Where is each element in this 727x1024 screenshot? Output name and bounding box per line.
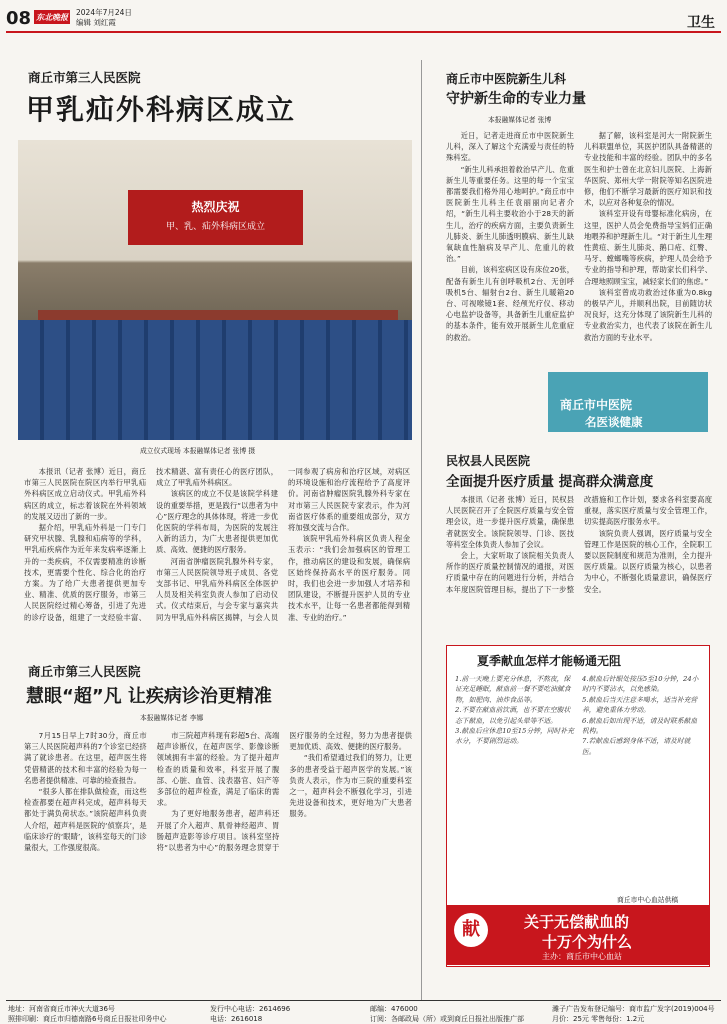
article1-kicker: 商丘市第三人民医院: [28, 70, 141, 85]
article1-para: 该院甲乳疝外科病区负责人程金玉表示：“我们会加强病区的管理工作，推动病区的建设和发展，确保病区始终保持高水平的医疗服务。同时，我们也会进一步加强人才培养和团队建设，不断提升医护人员的专业技术水平，让每一名患者都能得到精准、专业的治疗。”: [288, 534, 410, 622]
footer-left: [8, 1004, 166, 1024]
banner-line2: 甲、乳、疝外科病区成立: [165, 222, 265, 232]
article4-para: 市三院超声科现有彩超5台、高端超声诊断仪，在超声医学、影像诊断领域拥有丰富的经验。为了提升超声检查的质量和效率，科室开展了腹部、心脏、血管、浅表器官、妇产等多部位的超声检查，满足了临床的需求。: [156, 731, 280, 808]
audience-chairs: [18, 320, 412, 440]
article1-title: 甲乳疝外科病区成立: [26, 93, 297, 126]
date-text: 2024年7月24日: [76, 8, 132, 17]
article1-para: 该病区的成立不仅是该院学科建设的重要举措，更是践行“以患者为中心”医疗理念的具体体现，将进一步优化医院的学科布局，为医院的发展注入新的活力，为广大患者提供更加优质、高效、便捷的医疗服务。: [156, 489, 278, 555]
article2-para: “新生儿科承担着救治早产儿、危重新生儿等重要任务。这里的每一个宝宝都需要我们格外用心地呵护。”商丘市中医院新生儿科主任袁丽丽向记者介绍，“新生儿科主要收治小于28天的新生儿，治疗的疾病方面，主要负责新生儿肺炎、新生儿肺透明膜病、新生儿缺氧缺血性脑病及早产儿、危重儿的救治。”: [446, 164, 574, 264]
blood-tips: [455, 674, 701, 894]
footer-phone1: 发行中心电话：2614696: [210, 1005, 291, 1013]
editor-text: 编辑 刘红霞: [76, 18, 116, 27]
photo-banner: [128, 190, 303, 245]
article1-para: 据介绍，甲乳疝外科是一门专门研究甲状腺、乳腺和疝病等的学科，甲乳疝疾病作为近年来发病率逐渐上升的一类疾病，不仅需要精准的诊断技术，更需要个性化、综合化的治疗方案。为了给广大患者提供更加专业、精准、优质的医疗服务，市第三人民医院经过精心筹备，引进了先进的诊疗设备，组建了一支经验丰富、技术精湛、富有责任心的医疗团队，成立了甲乳疝外科病区。: [24, 467, 278, 622]
article3-para: 该院负责人强调，医疗质量与安全管理工作是医院的核心工作，全院职工要以医院制度和规范为准则，全力提升医疗质量。以医疗质量为核心，以患者为中心，不断强化质量意识，确保医疗安全。: [584, 528, 712, 594]
article2-kicker: 商丘市中医院新生儿科: [446, 72, 567, 86]
page-number: 08: [6, 8, 32, 29]
article1-para: 本报讯（记者 张博）近日，商丘市第三人民医院在院区内举行甲乳疝外科病区成立启动仪式。甲乳疝外科病区的成立，标志着该院在外科领域的发展又迈出了新的一步。: [24, 467, 146, 521]
blood-title: 夏季献血怎样才能畅通无阻: [477, 654, 622, 668]
blood-tip: 3.献血后应休息10至15分钟，同时补充水分，不要剧烈运动。: [455, 727, 574, 746]
blood-tip: 4.献血后针眼处按压5至10分钟，24小时内不要沾水，以免感染。: [582, 675, 699, 694]
article3-body: [446, 494, 712, 634]
article3-para: 会上，大家听取了该院相关负责人所作的医疗质量控制情况的通报，对医疗质量中存在的问题进行分析，并结合本年度医院管理目标，提出了下一步整改措施和工作计划，要求各科室要高度重视，落实医疗质量与安全管理工作，切实提高医疗服务水平。: [446, 495, 712, 594]
blood-tip: 6.献血后如出现不适，请及时联系献血机构。: [582, 716, 698, 736]
article4-title: 慧眼“超”凡 让疾病诊治更精准: [26, 686, 272, 707]
blood-sign: 商丘市中心血站供稿: [617, 896, 679, 904]
footer-phone2: 电话：2616018: [210, 1015, 263, 1023]
article4-para: “我们希望通过我们的努力，让更多的患者受益于超声医学的发展。”该负责人表示，作为市三院的重要科室之一，超声科会不断强化学习，引进先进设备和技术，更好地为广大患者服务。: [289, 753, 412, 819]
article2-author: 本报融媒体记者 张博: [488, 116, 552, 124]
article2-para: 近日，记者走进商丘市中医院新生儿科，深入了解这个充满爱与责任的特殊科室。: [446, 131, 574, 163]
banner-host: 主办：商丘市中心血站: [542, 952, 622, 961]
footer-postcode: 邮编：476000: [370, 1005, 418, 1013]
footer-price: 月价：25元 零售每份：1.2元: [552, 1015, 645, 1023]
article4-para: “很多人都在排队做检查，而这些检查都要在超声科完成，超声科每天都处于满负荷状态。”该院超声科负责人介绍，超声科是医院的‘侦察兵’，是临床诊疗的‘眼睛’，该科室每天的门诊量很大，工作强度很高。: [24, 787, 147, 853]
newspaper-logo: 东北晚报: [36, 12, 68, 22]
article3-kicker: 民权县人民医院: [446, 454, 531, 468]
header-rule: [6, 31, 721, 33]
article1-body: [24, 466, 410, 641]
banner-line1: 热烈庆祝: [191, 200, 240, 214]
article2-para: 该科室开设有母婴标准化病房，在这里，医护人员会免费指导宝妈们正确地喂养和护理新生儿。“对于新生儿生理性黄疸、新生儿肺炎、鹅口疮、红臀、马牙、螳螂嘴等疾病，护理人员会给予专业的指导和护理，帮助家长们科学、合理地照顾宝宝，减轻家长们的焦虑。”: [584, 209, 712, 286]
issue-date: [76, 8, 132, 28]
heart-icon: 献: [454, 913, 488, 947]
article2-para: 目前，该科室病区设有床位20张，配备有新生儿有创呼吸机2台、无创呼吸机5台、辐射台2台、新生儿暖箱20台、可视喉镜1套、经颅光疗仪、移动心电监护设备等，具备新生儿重症监护的基本条件，能有效开展新生儿危重症的救治。: [446, 265, 574, 342]
badge-line2: 名医谈健康: [585, 415, 643, 429]
article2-title: 守护新生命的专业力量: [446, 91, 586, 107]
blood-tip: 7.若献血后感到身体不适，请及时就医。: [582, 737, 691, 756]
blood-tip: 5.献血后当天注意多喝水，适当补充营养，避免重体力劳动。: [582, 695, 698, 715]
footer-subscribe: 订阅：各邮政局（所）或到商丘日报社出版推广部: [370, 1015, 524, 1023]
section-title: 卫生: [687, 15, 715, 31]
footer-license: 濉子广告发布登记编号：商市监广发字(2019)004号: [552, 1005, 715, 1013]
article1-para: 河南省肿瘤医院乳腺外科专家，市第三人民医院领导班子成员、各党支部书记、甲乳疝外科病区全体医护人员及相关科室负责人参加了启动仪式。仪式结束后，与会专家与嘉宾共同为甲乳疝外科病区揭牌，与会人员一同参观了病房和治疗区域，对病区的环境设施和治疗流程给予了高度评价。河南省肿瘤医院乳腺外科专家在对市第三人民医院专家表示，作为河南省医疗体系的重要组成部分，双方将加强交流与合作。: [156, 467, 410, 622]
footer-rule: [6, 1000, 721, 1001]
article3-title: 全面提升医疗质量 提高群众满意度: [446, 474, 654, 490]
blood-banner: [446, 905, 710, 965]
article4-author: 本报融媒体记者 李娜: [140, 714, 204, 722]
banner-line1: 关于无偿献血的: [524, 913, 630, 931]
photo-caption: 成立仪式现场 本报融媒体记者 张博 摄: [140, 447, 256, 455]
article4-para: 7月15日早上7时30分，商丘市第三人民医院超声科的7个诊室已经挤满了就诊患者。在这里，超声医生将凭借精湛的技术和丰富的经验为每一名患者提供精准、可靠的检查报告。: [24, 731, 147, 785]
footer-mid: [210, 1004, 290, 1024]
article2-para: 该科室曾成功救治过体重为0.8kg的极早产儿，并顺利出院，目前随访状况良好，这充分体现了该院新生儿科的专业救治实力，也代表了该院在新生儿救治方面的专业水平。: [584, 287, 712, 342]
badge-line1: 商丘市中医院: [560, 398, 633, 412]
article4-para: 为了更好地服务患者，超声科还开展了介入超声、肌骨神经超声、胃肠超声造影等诊疗项目。该科室坚持将“以患者为中心”的服务理念贯穿于医疗服务的全过程，努力为患者提供更加优质、高效、便捷的医疗服务。: [156, 731, 412, 853]
article2-body: [446, 130, 712, 370]
ceremony-photo: [18, 140, 412, 440]
footer-far: [552, 1004, 722, 1024]
blood-tip: 2.不要在献血前饮酒，也不要在空腹状态下献血，以免引起头晕等不适。: [455, 706, 571, 725]
article3-para: 本报讯（记者 张博）近日，民权县人民医院召开了全院医疗质量与安全管理会议，进一步提升医疗质量，确保患者就医安全。该院院领导、门诊、医技等科室全体负责人参加了会议。: [446, 495, 574, 549]
article4-body: [24, 730, 412, 992]
banner-line2: 十万个为什么: [542, 933, 633, 951]
column-divider: [421, 60, 422, 1000]
blood-tip: 1.前一天晚上要充分休息，不熬夜，保证充足睡眠，献血前一餐不要吃油腻食物，如肥肉、油炸食品等。: [455, 675, 571, 704]
footer-right: [370, 1004, 524, 1024]
article4-kicker: 商丘市第三人民医院: [28, 664, 141, 679]
article2-para: 据了解，该科室是河大一附院新生儿科联盟单位，其医护团队具备精湛的专业技能和丰富的经验。团队中的多名医生和护士曾在北京妇儿医院、上海新华医院、郑州大学一附院等知名医院进修，他们不断学习最新的医疗知识和技术，以应对各种复杂的情况。: [584, 131, 712, 208]
footer-address: 地址：河南省商丘市神火大道36号: [8, 1005, 115, 1013]
footer-printing: 照排印刷：商丘市归德南路6号商丘日报社印务中心: [8, 1015, 167, 1023]
